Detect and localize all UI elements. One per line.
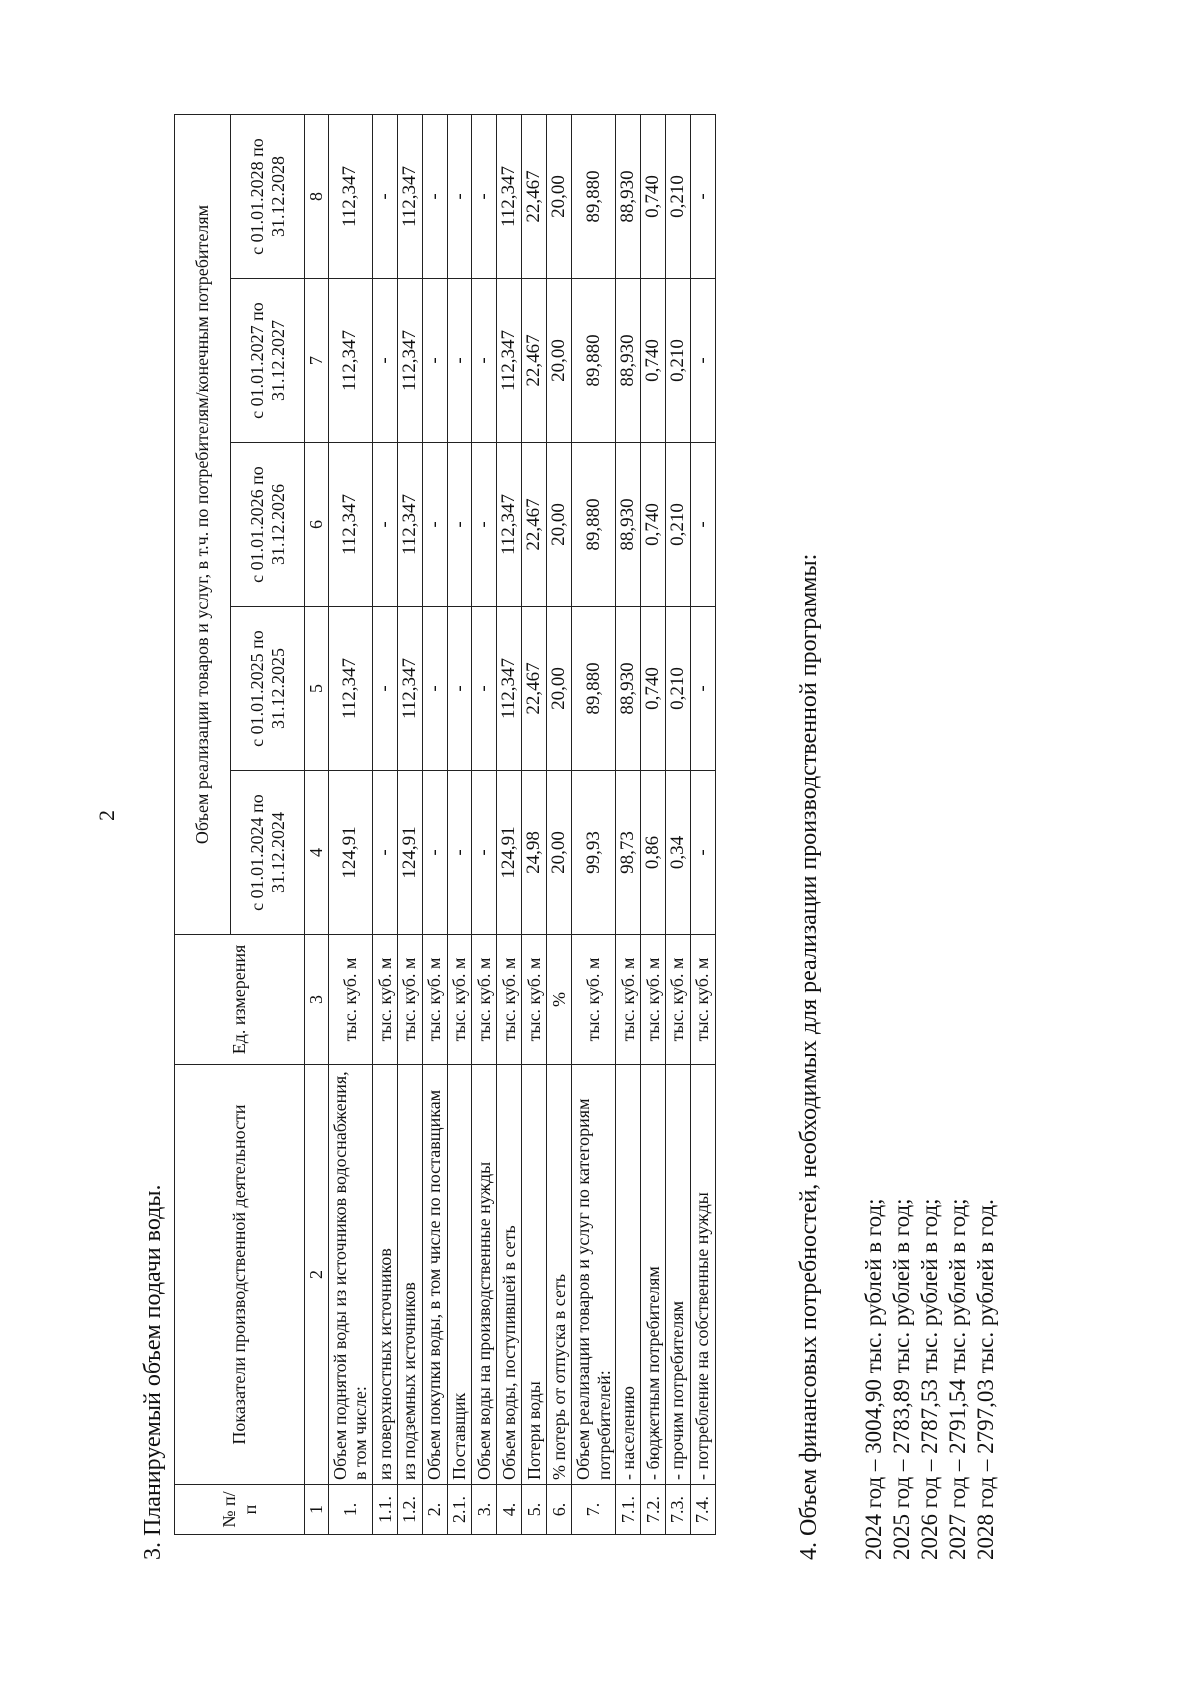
table-row [522, 115, 547, 1535]
row-unit: тыс. куб. м [447, 935, 472, 1065]
row-indicator: - бюджетным потребителям [641, 1065, 666, 1485]
section-3-title: 3. Планируемый объем подачи воды. [140, 1184, 166, 1560]
row-value-period-4: - [472, 279, 497, 443]
row-value-period-2: - [472, 607, 497, 771]
row-value-period-5: - [690, 115, 715, 279]
row-value-period-5: 88,930 [616, 115, 641, 279]
row-value-period-5: 22,467 [522, 115, 547, 279]
row-value-period-4: 88,930 [616, 279, 641, 443]
row-indicator: - населению [616, 1065, 641, 1485]
financial-need-item: 2026 год – 2787,53 тыс. рублей в год; [917, 1198, 942, 1560]
row-number: 3. [472, 1485, 497, 1535]
financial-need-item: 2024 год – 3004,90 тыс. рублей в год; [861, 1198, 886, 1560]
row-indicator: Объем воды на производственные нужды [472, 1065, 497, 1485]
row-value-period-1: 124,91 [328, 771, 372, 935]
row-value-period-4: 0,740 [641, 279, 666, 443]
row-value-period-4: - [690, 279, 715, 443]
row-value-period-2: - [422, 607, 447, 771]
row-value-period-3: 22,467 [522, 443, 547, 607]
row-value-period-5: - [422, 115, 447, 279]
row-value-period-5: - [373, 115, 398, 279]
row-value-period-5: - [472, 115, 497, 279]
row-value-period-5: 112,347 [397, 115, 422, 279]
row-value-period-2: - [373, 607, 398, 771]
row-value-period-4: 112,347 [328, 279, 372, 443]
table-row [397, 115, 422, 1535]
header-period-2: с 01.01.2025 по 31.12.2025 [231, 607, 305, 771]
row-unit: тыс. куб. м [571, 935, 615, 1065]
column-index-2: 2 [305, 1065, 329, 1485]
row-unit: тыс. куб. м [497, 935, 522, 1065]
row-number: 1.2. [397, 1485, 422, 1535]
header-sales-volume-group: Объем реализации товаров и услуг, в т.ч. по потребителям/конечным потребителям [175, 115, 231, 935]
row-indicator: Потери воды [522, 1065, 547, 1485]
row-unit: тыс. куб. м [422, 935, 447, 1065]
row-value-period-3: 89,880 [571, 443, 615, 607]
row-indicator: Объем поднятой воды из источников водоснабжения, в том числе: [328, 1065, 372, 1485]
column-index-4: 4 [305, 771, 329, 935]
row-value-period-3: 0,210 [665, 443, 690, 607]
table-row [497, 115, 522, 1535]
table-row [546, 115, 571, 1535]
row-number: 7.3. [665, 1485, 690, 1535]
header-period-3: с 01.01.2026 по 31.12.2026 [231, 443, 305, 607]
row-unit: тыс. куб. м [397, 935, 422, 1065]
header-period-1: с 01.01.2024 по 31.12.2024 [231, 771, 305, 935]
row-indicator: % потерь от отпуска в сеть [546, 1065, 571, 1485]
table-row [373, 115, 398, 1535]
row-number: 4. [497, 1485, 522, 1535]
row-value-period-2: 0,210 [665, 607, 690, 771]
document-content [140, 110, 1100, 1560]
row-number: 5. [522, 1485, 547, 1535]
row-value-period-2: 0,740 [641, 607, 666, 771]
row-value-period-4: 22,467 [522, 279, 547, 443]
table-row [690, 115, 715, 1535]
row-value-period-1: - [690, 771, 715, 935]
financial-need-item: 2027 год – 2791,54 тыс. рублей в год; [945, 1198, 970, 1560]
header-unit: Ед. измерения [175, 935, 305, 1065]
table-row [616, 115, 641, 1535]
row-value-period-5: - [447, 115, 472, 279]
row-number: 2.1. [447, 1485, 472, 1535]
row-value-period-2: - [447, 607, 472, 771]
table-row [472, 115, 497, 1535]
column-index-6: 6 [305, 443, 329, 607]
header-indicator: Показатели производственной деятельности [175, 1065, 305, 1485]
row-value-period-3: - [422, 443, 447, 607]
table-row [665, 115, 690, 1535]
row-value-period-1: 99,93 [571, 771, 615, 935]
row-number: 7.1. [616, 1485, 641, 1535]
row-value-period-5: 0,210 [665, 115, 690, 279]
row-value-period-3: 88,930 [616, 443, 641, 607]
row-value-period-2: 89,880 [571, 607, 615, 771]
row-number: 1.1. [373, 1485, 398, 1535]
row-value-period-4: 89,880 [571, 279, 615, 443]
row-value-period-3: 112,347 [328, 443, 372, 607]
row-value-period-3: - [472, 443, 497, 607]
row-indicator: Объем реализации товаров и услуг по категориям потребителей: [571, 1065, 615, 1485]
row-value-period-1: - [472, 771, 497, 935]
row-indicator: - потребление на собственные нужды [690, 1065, 715, 1485]
row-unit: тыс. куб. м [328, 935, 372, 1065]
row-value-period-3: 112,347 [497, 443, 522, 607]
row-unit: тыс. куб. м [641, 935, 666, 1065]
row-value-period-4: - [373, 279, 398, 443]
row-value-period-1: - [447, 771, 472, 935]
row-value-period-4: - [447, 279, 472, 443]
row-value-period-4: - [422, 279, 447, 443]
row-value-period-5: 20,00 [546, 115, 571, 279]
row-value-period-1: 0,34 [665, 771, 690, 935]
row-value-period-5: 0,740 [641, 115, 666, 279]
row-number: 7.2. [641, 1485, 666, 1535]
table-row [571, 115, 615, 1535]
row-indicator: из поверхностных источников [373, 1065, 398, 1485]
row-value-period-4: 112,347 [497, 279, 522, 443]
column-index-3: 3 [305, 935, 329, 1065]
row-value-period-3: - [447, 443, 472, 607]
row-value-period-1: 0,86 [641, 771, 666, 935]
row-value-period-5: 112,347 [497, 115, 522, 279]
row-unit: тыс. куб. м [522, 935, 547, 1065]
financial-need-item: 2025 год – 2783,89 тыс. рублей в год; [889, 1198, 914, 1560]
row-number: 2. [422, 1485, 447, 1535]
row-unit: тыс. куб. м [665, 935, 690, 1065]
row-number: 6. [546, 1485, 571, 1535]
row-value-period-1: 20,00 [546, 771, 571, 935]
row-indicator: Объем покупки воды, в том числе по поставщикам [422, 1065, 447, 1485]
row-value-period-5: 112,347 [328, 115, 372, 279]
row-value-period-2: - [690, 607, 715, 771]
row-indicator: из подземных источников [397, 1065, 422, 1485]
header-period-5: с 01.01.2028 по 31.12.2028 [231, 115, 305, 279]
row-unit: тыс. куб. м [616, 935, 641, 1065]
row-number: 1. [328, 1485, 372, 1535]
column-index-8: 8 [305, 115, 329, 279]
header-period-4: с 01.01.2027 по 31.12.2027 [231, 279, 305, 443]
header-no: № п/п [175, 1485, 305, 1535]
row-value-period-2: 22,467 [522, 607, 547, 771]
row-unit: тыс. куб. м [690, 935, 715, 1065]
row-value-period-1: - [422, 771, 447, 935]
column-index-5: 5 [305, 607, 329, 771]
row-value-period-3: 112,347 [397, 443, 422, 607]
row-value-period-1: 24,98 [522, 771, 547, 935]
row-unit: % [546, 935, 571, 1065]
row-unit: тыс. куб. м [373, 935, 398, 1065]
row-value-period-3: - [373, 443, 398, 607]
row-value-period-2: 20,00 [546, 607, 571, 771]
row-value-period-5: 89,880 [571, 115, 615, 279]
row-value-period-3: 20,00 [546, 443, 571, 607]
planned-water-supply-table [174, 114, 716, 1535]
row-value-period-4: 0,210 [665, 279, 690, 443]
row-value-period-3: - [690, 443, 715, 607]
row-value-period-1: 124,91 [397, 771, 422, 935]
row-value-period-1: 98,73 [616, 771, 641, 935]
table-row [447, 115, 472, 1535]
row-value-period-1: - [373, 771, 398, 935]
table-row [328, 115, 372, 1535]
row-indicator: - прочим потребителям [665, 1065, 690, 1485]
page-number: 2 [94, 810, 119, 821]
financial-needs-list [860, 1198, 1000, 1560]
row-indicator: Объем воды, поступившей в сеть [497, 1065, 522, 1485]
row-value-period-4: 20,00 [546, 279, 571, 443]
row-number: 7.4. [690, 1485, 715, 1535]
row-unit: тыс. куб. м [472, 935, 497, 1065]
row-value-period-3: 0,740 [641, 443, 666, 607]
table-row [641, 115, 666, 1535]
row-value-period-1: 124,91 [497, 771, 522, 935]
column-index-7: 7 [305, 279, 329, 443]
section-4-title: 4. Объем финансовых потребностей, необходимых для реализации производственной программы: [796, 553, 822, 1560]
row-value-period-2: 112,347 [328, 607, 372, 771]
row-value-period-2: 88,930 [616, 607, 641, 771]
financial-need-item: 2028 год – 2797,03 тыс. рублей в год. [973, 1199, 998, 1560]
row-value-period-4: 112,347 [397, 279, 422, 443]
table-row [422, 115, 447, 1535]
row-value-period-2: 112,347 [397, 607, 422, 771]
row-indicator: Поставщик [447, 1065, 472, 1485]
column-index-1: 1 [305, 1485, 329, 1535]
row-value-period-2: 112,347 [497, 607, 522, 771]
row-number: 7. [571, 1485, 615, 1535]
